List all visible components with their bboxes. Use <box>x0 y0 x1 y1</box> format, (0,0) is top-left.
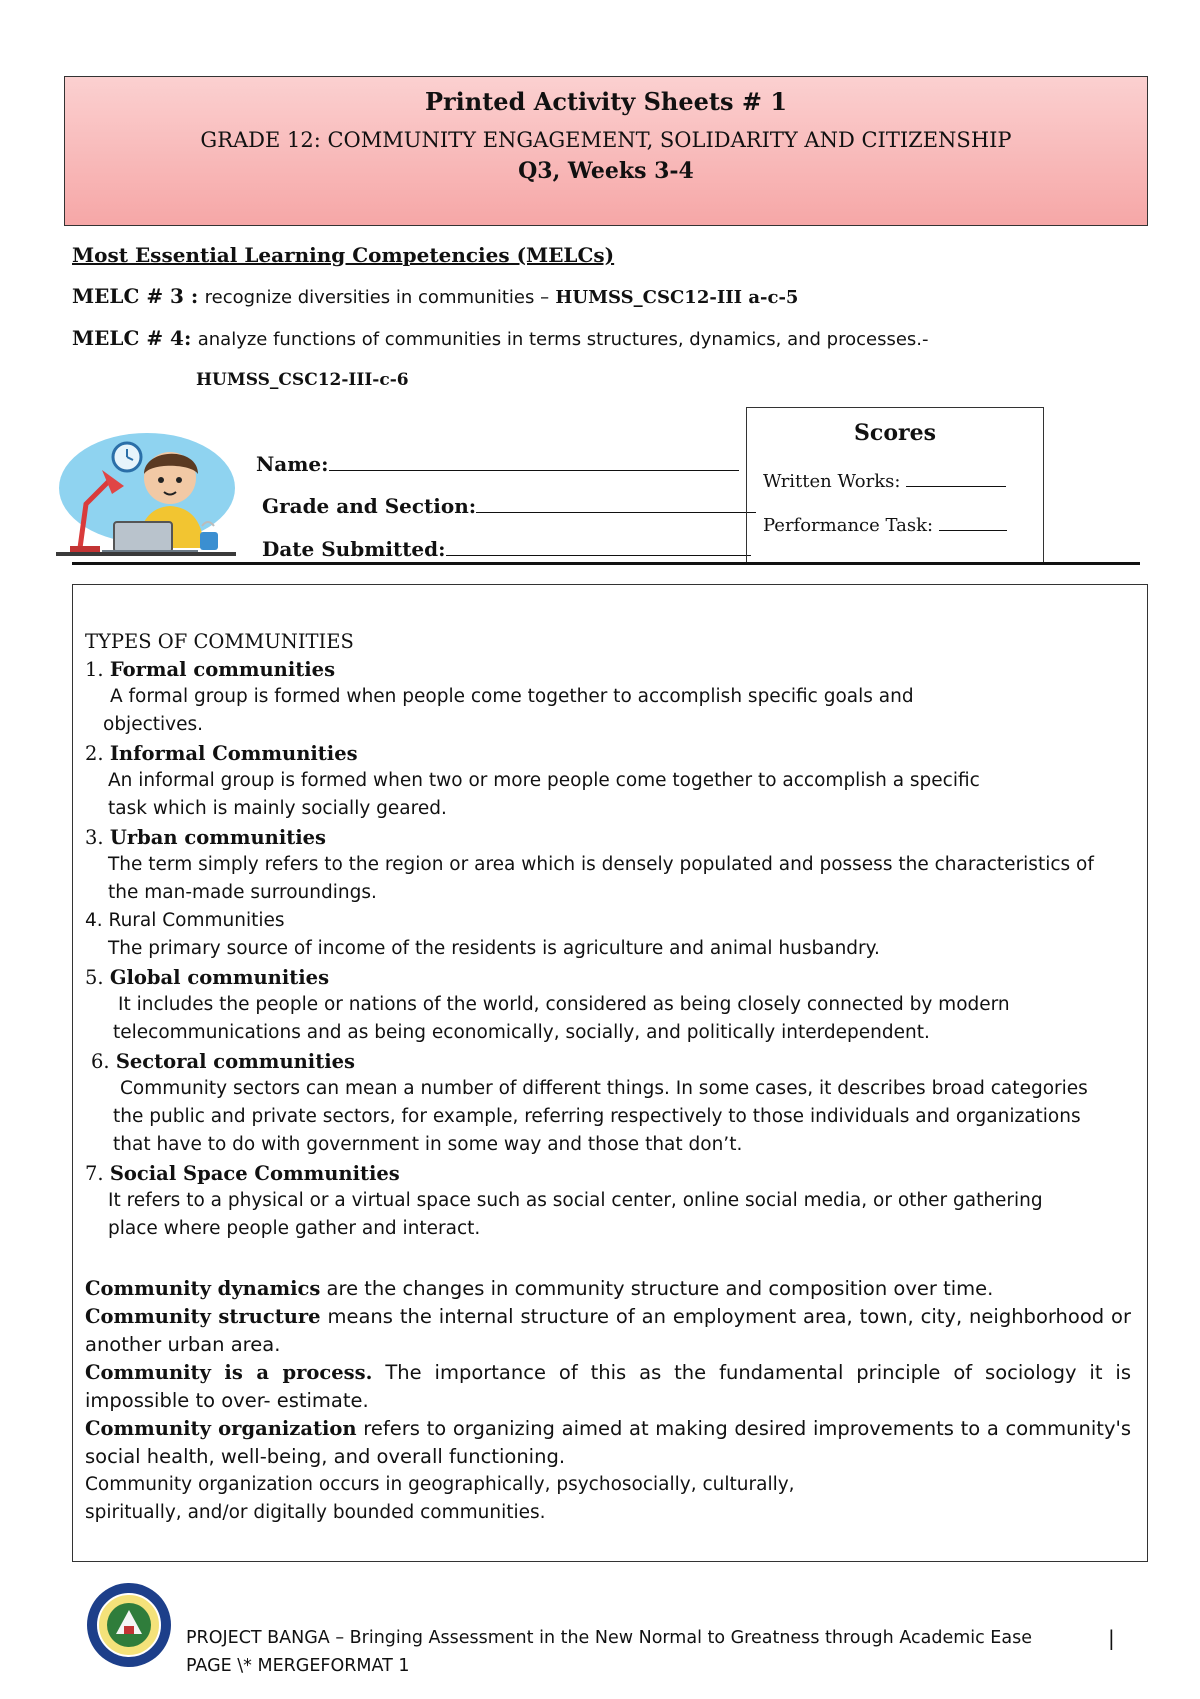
list-item: 5. Global communities <box>85 966 330 989</box>
section-divider <box>72 562 1140 565</box>
list-item: 6. Sectoral communities <box>91 1050 356 1073</box>
performance-task-blank[interactable] <box>939 514 1007 531</box>
name-label: Name: <box>256 452 329 476</box>
list-item: 2. Informal Communities <box>85 742 358 765</box>
list-item: 4. Rural Communities <box>85 910 285 931</box>
footer-project-text: PROJECT BANGA – Bringing Assessment in the New Normal to Greatness through Academic Ease <box>186 1628 1032 1648</box>
item-text: the man-made surroundings. <box>108 882 377 903</box>
scores-box <box>746 407 1044 564</box>
grade-subject: GRADE 12: COMMUNITY ENGAGEMENT, SOLIDARITY AND CITIZENSHIP <box>200 128 1012 152</box>
item-text: that have to do with government in some way and those that don’t. <box>113 1134 743 1155</box>
sheet-title: Printed Activity Sheets # 1 <box>424 87 788 116</box>
name-blank[interactable] <box>329 450 739 471</box>
item-text: It refers to a physical or a virtual space such as social center, online social media, or other gathering <box>108 1190 1043 1211</box>
school-seal-icon <box>86 1582 172 1668</box>
melc-3 <box>72 284 798 308</box>
header-banner <box>64 76 1148 226</box>
item-text: the public and private sectors, for example, referring respectively to those individuals and organizations <box>113 1106 1081 1127</box>
student-laptop-illustration <box>52 430 242 562</box>
definition-structure: Community structure means the internal structure of an employment area, town, city, neighborhood or another urban area. <box>85 1305 1132 1356</box>
footer-page-field: PAGE \* MERGEFORMAT 1 <box>186 1656 410 1676</box>
definition-dynamics: Community dynamics are the changes in community structure and composition over time. <box>85 1277 994 1300</box>
melc-3-text: recognize diversities in communities – <box>204 287 550 308</box>
item-text: task which is mainly socially geared. <box>108 798 447 819</box>
list-item: 7. Social Space Communities <box>85 1162 400 1185</box>
item-text: A formal group is formed when people come together to accomplish specific goals and <box>110 686 914 707</box>
grade-section-field[interactable] <box>262 492 756 518</box>
melc-3-label: MELC # 3 : <box>72 284 199 308</box>
date-submitted-field[interactable] <box>262 535 751 561</box>
item-text: An informal group is formed when two or more people come together to accomplish a specific <box>108 770 980 791</box>
definition-process: Community is a process. The importance of this as the fundamental principle of sociology it is impossible to over- estimate. <box>85 1361 1131 1412</box>
melc-3-code: HUMSS_CSC12-III a-c-5 <box>555 287 799 308</box>
melc-4-text: analyze functions of communities in terms structures, dynamics, and processes.- <box>197 329 929 350</box>
performance-task-label: Performance Task: <box>763 515 934 536</box>
grade-section-blank[interactable] <box>476 492 756 513</box>
list-item: 1. Formal communities <box>85 658 336 681</box>
types-heading: TYPES OF COMMUNITIES <box>85 630 354 653</box>
scores-title: Scores <box>854 420 936 446</box>
melc-4-label: MELC # 4: <box>72 326 192 350</box>
list-item: 3. Urban communities <box>85 826 327 849</box>
written-works-label: Written Works: <box>763 471 901 492</box>
item-text: It includes the people or nations of the world, considered as being closely connected by modern <box>118 994 1010 1015</box>
item-text: place where people gather and interact. <box>108 1218 481 1239</box>
melc-4-code: HUMSS_CSC12-III-c-6 <box>196 370 409 390</box>
performance-task-row[interactable] <box>763 514 1007 536</box>
definition-organization: Community organization refers to organizing aimed at making desired improvements to a community's social health, well-being, and overall functioning. <box>85 1417 1132 1468</box>
closing-text: spiritually, and/or digitally bounded communities. <box>85 1502 546 1523</box>
item-text: The primary source of income of the residents is agriculture and animal husbandry. <box>108 938 880 959</box>
item-text: Community sectors can mean a number of different things. In some cases, it describes broad categories <box>120 1078 1088 1099</box>
name-field[interactable] <box>256 450 739 476</box>
melc-4 <box>72 326 929 350</box>
item-text: telecommunications and as being economically, socially, and politically interdependent. <box>113 1022 930 1043</box>
written-works-blank[interactable] <box>906 470 1006 487</box>
melc-heading: Most Essential Learning Competencies (MELCs) <box>72 243 615 267</box>
closing-text: Community organization occurs in geographically, psychosocially, culturally, <box>85 1474 795 1495</box>
grade-section-label: Grade and Section: <box>262 494 477 518</box>
date-submitted-blank[interactable] <box>446 535 751 556</box>
item-text: objectives. <box>103 714 203 735</box>
date-submitted-label: Date Submitted: <box>262 537 446 561</box>
written-works-row[interactable] <box>763 470 1006 492</box>
item-text: The term simply refers to the region or area which is densely populated and possess the characteristics of <box>108 854 1094 875</box>
footer-separator: | <box>1108 1626 1115 1650</box>
quarter-weeks: Q3, Weeks 3-4 <box>518 158 694 184</box>
